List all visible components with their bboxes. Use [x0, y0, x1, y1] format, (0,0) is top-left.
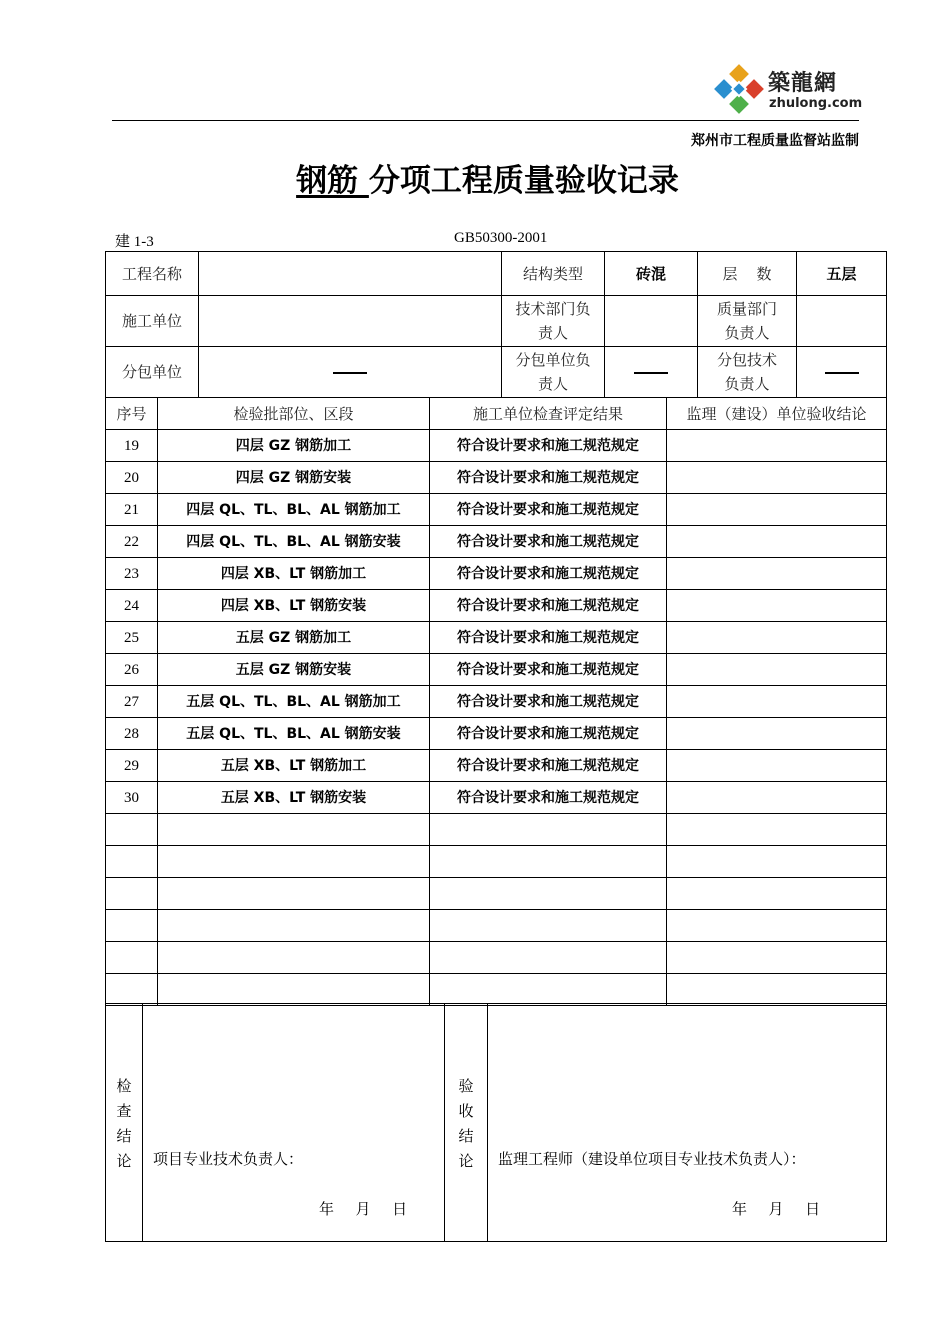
row-conclusion — [667, 590, 887, 622]
sub-tech-label: 分包技术负责人 — [698, 347, 797, 398]
row-result: 符合设计要求和施工规范规定 — [430, 782, 667, 814]
inspection-table — [105, 397, 887, 1006]
row-conclusion — [667, 846, 887, 878]
col-header-part: 检验批部位、区段 — [158, 398, 430, 430]
row-conclusion — [667, 910, 887, 942]
accept-signer-label: 监理工程师（建设单位项目专业技术负责人）： — [498, 1150, 806, 1168]
table-row — [106, 782, 887, 814]
sub-head-value — [605, 347, 698, 398]
row-conclusion — [667, 942, 887, 974]
row-part — [158, 846, 430, 878]
row-no: 24 — [106, 590, 158, 622]
row-conclusion — [667, 430, 887, 462]
row-no — [106, 974, 158, 1006]
row-part: 五层 QL、TL、BL、AL 钢筋加工 — [158, 686, 430, 718]
dash-mark — [825, 372, 859, 374]
row-no — [106, 814, 158, 846]
row-part — [158, 878, 430, 910]
title-subject: 钢筋 — [296, 163, 369, 199]
row-no — [106, 846, 158, 878]
row-conclusion — [667, 654, 887, 686]
table-row — [106, 910, 887, 942]
table-row — [106, 846, 887, 878]
row-conclusion — [667, 782, 887, 814]
row-result: 符合设计要求和施工规范规定 — [430, 750, 667, 782]
row-part: 四层 GZ 钢筋加工 — [158, 430, 430, 462]
row-conclusion — [667, 558, 887, 590]
row-result: 符合设计要求和施工规范规定 — [430, 654, 667, 686]
row-conclusion — [667, 686, 887, 718]
header-divider — [112, 120, 859, 121]
logo-domain: zhulong.com — [769, 96, 863, 111]
row-conclusion — [667, 622, 887, 654]
row-result — [430, 846, 667, 878]
table-row — [106, 718, 887, 750]
row-conclusion — [667, 814, 887, 846]
row-result: 符合设计要求和施工规范规定 — [430, 526, 667, 558]
col-header-no: 序号 — [106, 398, 158, 430]
table-row — [106, 814, 887, 846]
quality-head-value — [797, 296, 887, 347]
row-part — [158, 942, 430, 974]
supervisor-note: 郑州市工程质量监督站监制 — [691, 133, 859, 149]
row-no: 30 — [106, 782, 158, 814]
row-part — [158, 910, 430, 942]
floors-label: 层 数 — [698, 252, 797, 296]
row-no: 19 — [106, 430, 158, 462]
row-result — [430, 942, 667, 974]
row-part: 四层 XB、LT 钢筋加工 — [158, 558, 430, 590]
row-conclusion — [667, 462, 887, 494]
table-row — [106, 558, 887, 590]
sub-head-label: 分包单位负责人 — [502, 347, 605, 398]
row-conclusion — [667, 494, 887, 526]
table-row — [106, 526, 887, 558]
row-result — [430, 974, 667, 1006]
page-title — [0, 155, 950, 200]
accept-conclusion-label: 验收结论 — [445, 1004, 488, 1242]
project-info-table — [105, 251, 887, 398]
sub-tech-value — [797, 347, 887, 398]
row-part: 五层 GZ 钢筋加工 — [158, 622, 430, 654]
row-result: 符合设计要求和施工规范规定 — [430, 558, 667, 590]
row-part — [158, 814, 430, 846]
contractor-label: 施工单位 — [106, 296, 199, 347]
subcontractor-value — [199, 347, 502, 398]
row-no: 26 — [106, 654, 158, 686]
project-name-value — [199, 252, 502, 296]
row-no — [106, 942, 158, 974]
accept-date: 年 月 日 — [732, 1200, 821, 1218]
title-text: 分项工程质量验收记录 — [368, 163, 679, 199]
row-part — [158, 974, 430, 1006]
quality-head-label: 质量部门负责人 — [698, 296, 797, 347]
row-no — [106, 878, 158, 910]
check-conclusion-label: 检查结论 — [106, 1004, 143, 1242]
row-no: 28 — [106, 718, 158, 750]
check-signer-label: 项目专业技术负责人： — [153, 1150, 304, 1168]
standard-code: GB50300-2001 — [454, 230, 548, 246]
form-code: 建 1-3 — [115, 234, 154, 250]
structure-type-value: 砖混 — [605, 252, 698, 296]
table-row — [106, 590, 887, 622]
conclusion-table — [105, 1003, 887, 1242]
col-header-conclusion: 监理（建设）单位验收结论 — [667, 398, 887, 430]
table-row — [106, 750, 887, 782]
row-result: 符合设计要求和施工规范规定 — [430, 494, 667, 526]
table-row — [106, 494, 887, 526]
table-row — [106, 878, 887, 910]
row-result: 符合设计要求和施工规范规定 — [430, 430, 667, 462]
check-conclusion-cell — [143, 1004, 445, 1242]
row-result — [430, 910, 667, 942]
col-header-result: 施工单位检查评定结果 — [430, 398, 667, 430]
row-no: 23 — [106, 558, 158, 590]
row-result: 符合设计要求和施工规范规定 — [430, 718, 667, 750]
row-no: 20 — [106, 462, 158, 494]
row-part: 五层 GZ 钢筋安装 — [158, 654, 430, 686]
contractor-value — [199, 296, 502, 347]
row-no: 25 — [106, 622, 158, 654]
row-no: 29 — [106, 750, 158, 782]
dash-mark — [333, 372, 367, 374]
tech-head-value — [605, 296, 698, 347]
row-result — [430, 878, 667, 910]
row-no: 22 — [106, 526, 158, 558]
floors-value: 五层 — [797, 252, 887, 296]
row-result: 符合设计要求和施工规范规定 — [430, 590, 667, 622]
table-row — [106, 974, 887, 1006]
table-row — [106, 654, 887, 686]
table-row — [106, 622, 887, 654]
structure-type-label: 结构类型 — [502, 252, 605, 296]
row-conclusion — [667, 526, 887, 558]
row-no: 21 — [106, 494, 158, 526]
row-conclusion — [667, 974, 887, 1006]
row-part: 五层 XB、LT 钢筋安装 — [158, 782, 430, 814]
accept-conclusion-cell — [488, 1004, 887, 1242]
row-conclusion — [667, 750, 887, 782]
table-row — [106, 430, 887, 462]
row-part: 四层 XB、LT 钢筋安装 — [158, 590, 430, 622]
row-no — [106, 910, 158, 942]
row-conclusion — [667, 878, 887, 910]
table-row — [106, 686, 887, 718]
row-result — [430, 814, 667, 846]
row-conclusion — [667, 718, 887, 750]
row-part: 四层 QL、TL、BL、AL 钢筋安装 — [158, 526, 430, 558]
row-result: 符合设计要求和施工规范规定 — [430, 462, 667, 494]
row-part: 四层 GZ 钢筋安装 — [158, 462, 430, 494]
row-result: 符合设计要求和施工规范规定 — [430, 622, 667, 654]
check-date: 年 月 日 — [319, 1200, 408, 1218]
table-row — [106, 462, 887, 494]
dash-mark — [634, 372, 668, 374]
row-result: 符合设计要求和施工规范规定 — [430, 686, 667, 718]
tech-head-label: 技术部门负责人 — [502, 296, 605, 347]
row-part: 五层 QL、TL、BL、AL 钢筋安装 — [158, 718, 430, 750]
row-part: 五层 XB、LT 钢筋加工 — [158, 750, 430, 782]
subcontractor-label: 分包单位 — [106, 347, 199, 398]
table-row — [106, 942, 887, 974]
logo-name-cn: 築龍網 — [768, 71, 838, 96]
row-no: 27 — [106, 686, 158, 718]
project-name-label: 工程名称 — [106, 252, 199, 296]
row-part: 四层 QL、TL、BL、AL 钢筋加工 — [158, 494, 430, 526]
